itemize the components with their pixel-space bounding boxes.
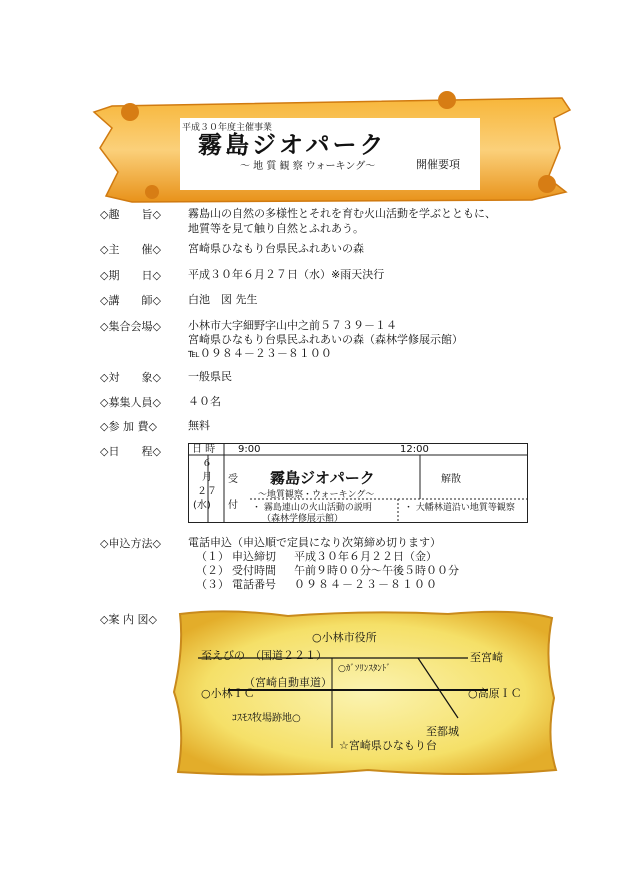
map-to-ebino: 至えびの (201, 649, 245, 662)
schedule-date-3: ２７ (197, 486, 217, 497)
map-gas-station: ○ｶﾞｿﾘﾝｽﾀﾝﾄﾞ (338, 664, 391, 674)
venue-line-2: 宮崎県ひなもり台県民ふれあいの森（森林学修展示館） (188, 333, 463, 346)
apply-3-value: ０９８４－２３－８１００ (294, 578, 438, 591)
map-expressway: （宮崎自動車道） (244, 676, 332, 689)
schedule-event-sub: ～地質観察・ウォーキング～ (258, 490, 375, 500)
label-organizer: ◇主 催◇ (100, 243, 161, 256)
map-to-miyakonojo: 至都城 (426, 725, 459, 738)
map-to-miyazaki: 至宮崎 (470, 651, 503, 664)
apply-3-num: （３） (196, 578, 229, 591)
date-value: 平成３０年６月２７日（水）※雨天決行 (188, 268, 385, 281)
schedule-end: 解散 (441, 474, 461, 485)
schedule-reception-1: 受 (228, 474, 238, 485)
map-kobayashi-ic: ○小林ＩＣ (201, 687, 255, 700)
schedule-event-title: 霧島ジオパーク (270, 469, 375, 487)
schedule-note-left-2: （森林学修展示館） (262, 514, 344, 524)
apply-2-value: 午前９時００分～午後５時００分 (294, 564, 459, 577)
label-date: ◇期 日◇ (100, 269, 161, 282)
outline-label: 開催要項 (416, 158, 460, 171)
apply-lead: 電話申込（申込順で定員になり次第締め切ります） (188, 536, 441, 549)
label-venue: ◇集合会場◇ (100, 320, 161, 333)
label-target: ◇対 象◇ (100, 371, 161, 384)
schedule-note-left-1: ・ 霧島連山の火山活動の説明 (252, 503, 372, 513)
label-map: ◇案 内 図◇ (100, 613, 157, 626)
purpose-line-1: 霧島山の自然の多様性とそれを育む火山活動を学ぶとともに、 (188, 207, 496, 220)
apply-1-num: （１） (196, 550, 229, 563)
label-capacity: ◇募集人員◇ (100, 396, 161, 409)
schedule-header-day: 日 時 (192, 444, 216, 455)
map-hinamoridai: ☆宮崎県ひなもり台 (339, 739, 437, 752)
map-city-hall: ○小林市役所 (312, 631, 377, 644)
map-route-221: （国道２２１） (250, 649, 327, 662)
label-apply: ◇申込方法◇ (100, 537, 161, 550)
venue-line-1: 小林市大字細野字山中之前５７３９－１４ (188, 319, 397, 332)
capacity-value: ４０名 (188, 395, 221, 408)
schedule-time-mid: 12:00 (400, 444, 429, 455)
fee-value: 無料 (188, 419, 210, 432)
schedule-note-right: ・ 大幡林道沿い地質等観察 (404, 503, 515, 513)
schedule-date-1: ６ (202, 458, 212, 469)
organizer-value: 宮崎県ひなもり台県民ふれあいの森 (188, 242, 364, 255)
apply-3-key: 電話番号 (232, 578, 276, 591)
venue-line-3: ℡０９８４－２３－８１００ (188, 347, 332, 360)
purpose-line-2: 地質等を見て触り自然とふれあう。 (188, 222, 364, 235)
label-fee: ◇参 加 費◇ (100, 420, 157, 433)
page-title: 霧島ジオパーク (198, 131, 387, 159)
apply-1-key: 申込締切 (232, 550, 276, 563)
schedule-date-2: 月 (202, 472, 212, 483)
page-subtitle: ～ 地 質 観 察 ウォーキング～ (240, 161, 376, 172)
schedule-time-start: 9:00 (238, 444, 261, 455)
map-cosmos-farm: ｺｽﾓｽ牧場跡地○ (232, 713, 301, 724)
sponsor-label: 平成３０年度主催事業 (182, 123, 273, 133)
apply-2-key: 受付時間 (232, 564, 276, 577)
label-lecturer: ◇講 師◇ (100, 294, 161, 307)
map-takaharu-ic: ○高原ＩＣ (468, 687, 522, 700)
apply-2-num: （２） (196, 564, 229, 577)
label-purpose: ◇趣 旨◇ (100, 208, 161, 221)
schedule-reception-2: 付 (228, 500, 238, 511)
target-value: 一般県民 (188, 370, 232, 383)
schedule-date-4: (水) (193, 500, 211, 511)
lecturer-value: 白池 図 先生 (188, 293, 258, 306)
apply-1-value: 平成３０年６月２２日（金） (294, 550, 437, 563)
label-schedule: ◇日 程◇ (100, 445, 161, 458)
